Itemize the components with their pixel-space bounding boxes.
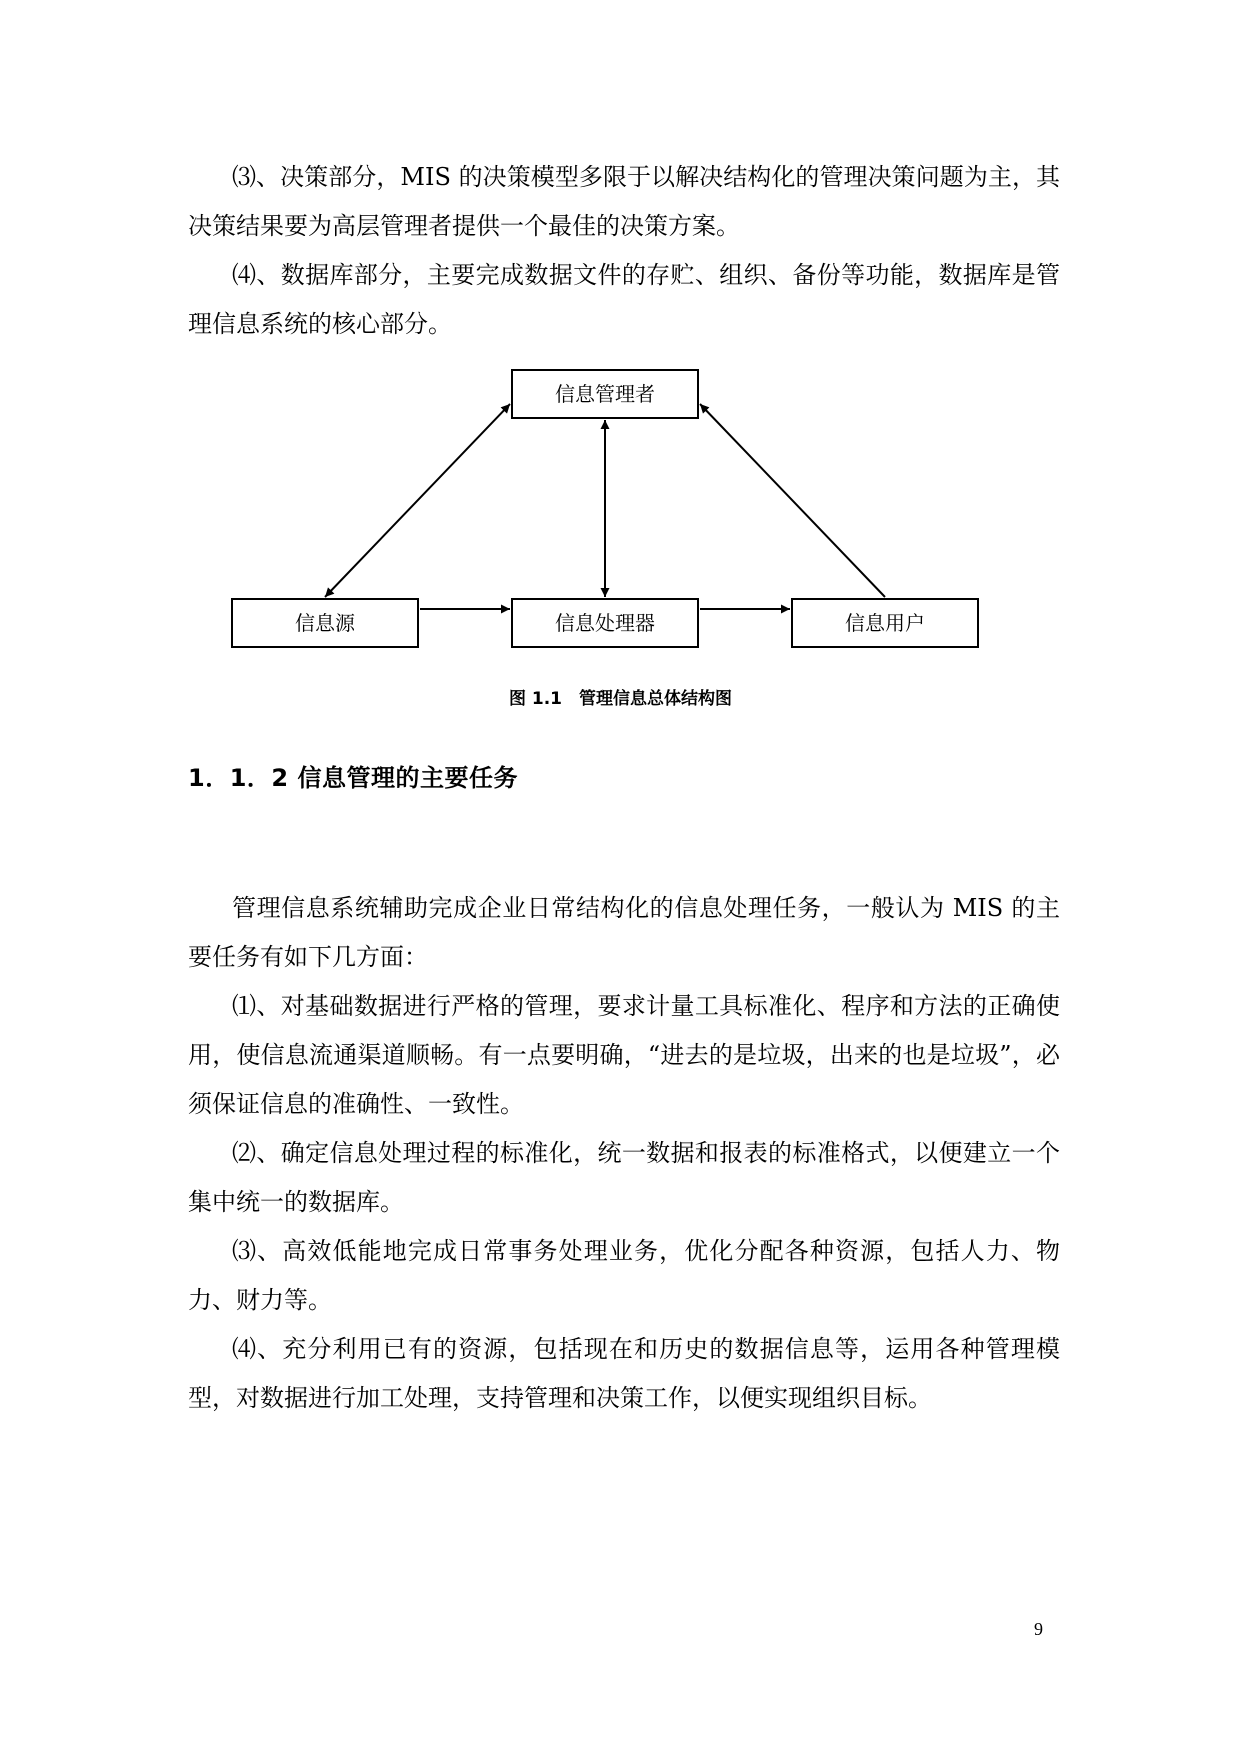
node-information-user-label: 信息用户	[845, 611, 925, 635]
node-information-source	[232, 599, 418, 647]
paragraph-main-tasks-intro: 管理信息系统辅助完成企业日常结构化的信息处理任务，一般认为 MIS 的主要任务有如下几方面：	[188, 894, 1060, 971]
page-number: 9	[1034, 1619, 1043, 1639]
paragraph-task-1: ⑴、对基础数据进行严格的管理，要求计量工具标准化、程序和方法的正确使用，使信息流通渠道顺畅。有一点要明确，“进去的是垃圾，出来的也是垃圾”，必须保证信息的准确性、一致性。	[188, 992, 1060, 1118]
paragraph-task-3: ⑶、高效低能地完成日常事务处理业务，优化分配各种资源，包括人力、物力、财力等。	[188, 1237, 1060, 1314]
node-information-manager-label: 信息管理者	[555, 382, 655, 406]
node-information-processor	[512, 599, 698, 647]
edge-source-manager	[325, 404, 510, 597]
paragraph-task-4: ⑷、充分利用已有的资源，包括现在和历史的数据信息等，运用各种管理模型，对数据进行加工处理，支持管理和决策工作，以便实现组织目标。	[188, 1335, 1060, 1412]
structure-diagram	[222, 364, 1002, 664]
paragraph-database-part: ⑷、数据库部分，主要完成数据文件的存贮、组织、备份等功能，数据库是管理信息系统的核心部分。	[188, 261, 1060, 338]
node-information-source-label: 信息源	[295, 611, 355, 635]
node-information-manager	[512, 370, 698, 418]
paragraph-task-2: ⑵、确定信息处理过程的标准化，统一数据和报表的标准格式，以便建立一个集中统一的数据库。	[188, 1139, 1060, 1216]
edge-user-manager	[700, 404, 885, 597]
section-heading: 1．1．2 信息管理的主要任务	[188, 764, 518, 792]
node-information-user	[792, 599, 978, 647]
node-information-processor-label: 信息处理器	[555, 611, 655, 635]
paragraph-decision-part: ⑶、决策部分，MIS 的决策模型多限于以解决结构化的管理决策问题为主，其决策结果要为高层管理者提供一个最佳的决策方案。	[188, 163, 1060, 240]
figure-caption: 图 1.1 管理信息总体结构图	[508, 689, 733, 709]
